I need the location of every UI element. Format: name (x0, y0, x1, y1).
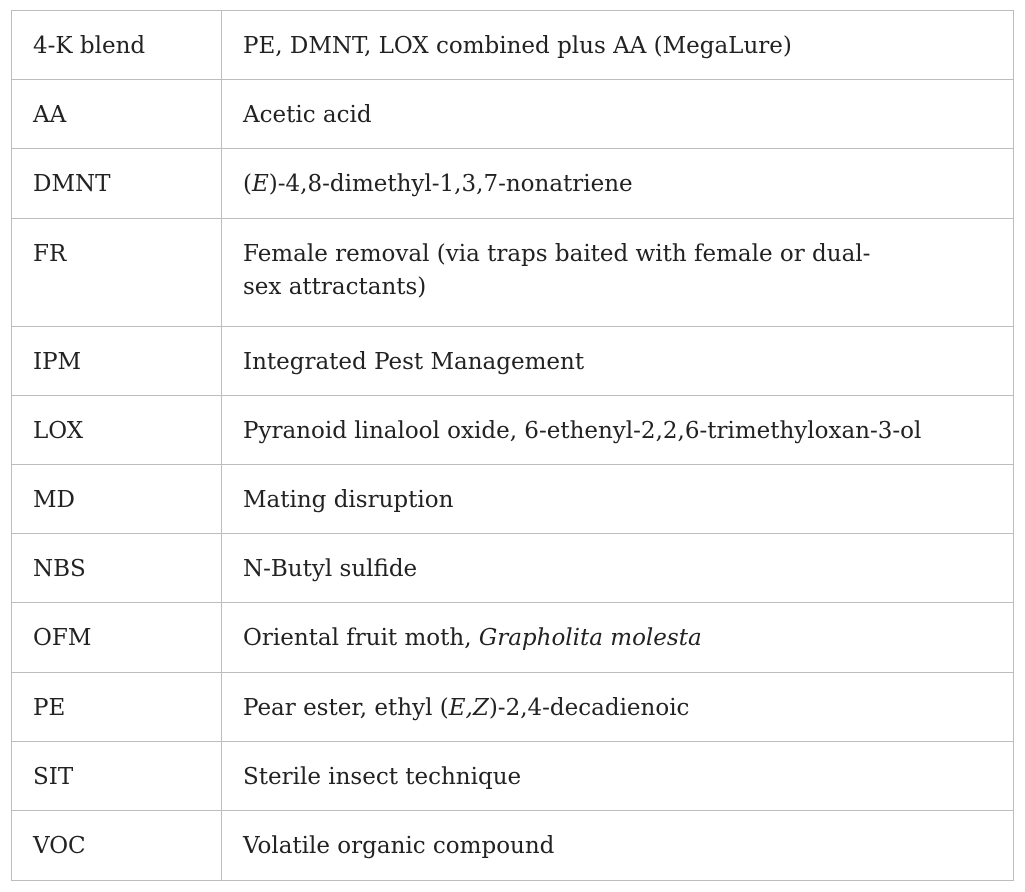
abbreviation-cell: LOX (12, 396, 222, 465)
definition-cell: Female removal (via traps baited with female or dual-sex attractants) (222, 219, 1014, 327)
abbreviation-cell: NBS (12, 534, 222, 603)
abbreviations-table (11, 10, 1014, 881)
definition-cell: Volatile organic compound (222, 811, 1014, 881)
definition-cell: Pyranoid linalool oxide, 6-ethenyl-2,2,6-trimethyloxan-3-ol (222, 396, 1014, 465)
definition-text: )-2,4-decadienoic (488, 695, 690, 721)
table-row (12, 811, 1014, 881)
definition-text: Oriental fruit moth, (243, 625, 479, 651)
definition-cell: Acetic acid (222, 80, 1014, 149)
abbreviation-cell: FR (12, 219, 222, 327)
table-row (12, 11, 1014, 80)
abbreviation-cell: AA (12, 80, 222, 149)
table-row (12, 742, 1014, 811)
table-row (12, 327, 1014, 396)
definition-text: Pear ester, ethyl ( (243, 695, 449, 721)
definition-italic-text: E,Z (448, 695, 489, 721)
definition-italic-text: Grapholita molesta (478, 625, 702, 651)
table-row (12, 534, 1014, 603)
definition-cell: Mating disruption (222, 465, 1014, 534)
definition-text: ( (243, 171, 252, 197)
table-row (12, 396, 1014, 465)
abbreviation-cell: VOC (12, 811, 222, 881)
abbreviation-cell: PE (12, 673, 222, 742)
table-row (12, 80, 1014, 149)
table-row (12, 603, 1014, 673)
abbreviation-cell: IPM (12, 327, 222, 396)
abbreviation-cell: 4-K blend (12, 11, 222, 80)
table-row (12, 219, 1014, 327)
definition-cell (222, 149, 1014, 219)
definition-cell: PE, DMNT, LOX combined plus AA (MegaLure) (222, 11, 1014, 80)
definition-italic-text: E (251, 171, 269, 197)
abbreviation-cell: OFM (12, 603, 222, 673)
abbreviation-cell: MD (12, 465, 222, 534)
definition-cell: N-Butyl sulfide (222, 534, 1014, 603)
abbreviation-cell: DMNT (12, 149, 222, 219)
definition-cell (222, 673, 1014, 742)
table-row (12, 149, 1014, 219)
definition-cell: Sterile insect technique (222, 742, 1014, 811)
definition-text: )-4,8-dimethyl-1,3,7-nonatriene (268, 171, 633, 197)
abbreviation-cell: SIT (12, 742, 222, 811)
definition-cell: Integrated Pest Management (222, 327, 1014, 396)
definition-cell (222, 603, 1014, 673)
table-row (12, 673, 1014, 742)
table-row (12, 465, 1014, 534)
